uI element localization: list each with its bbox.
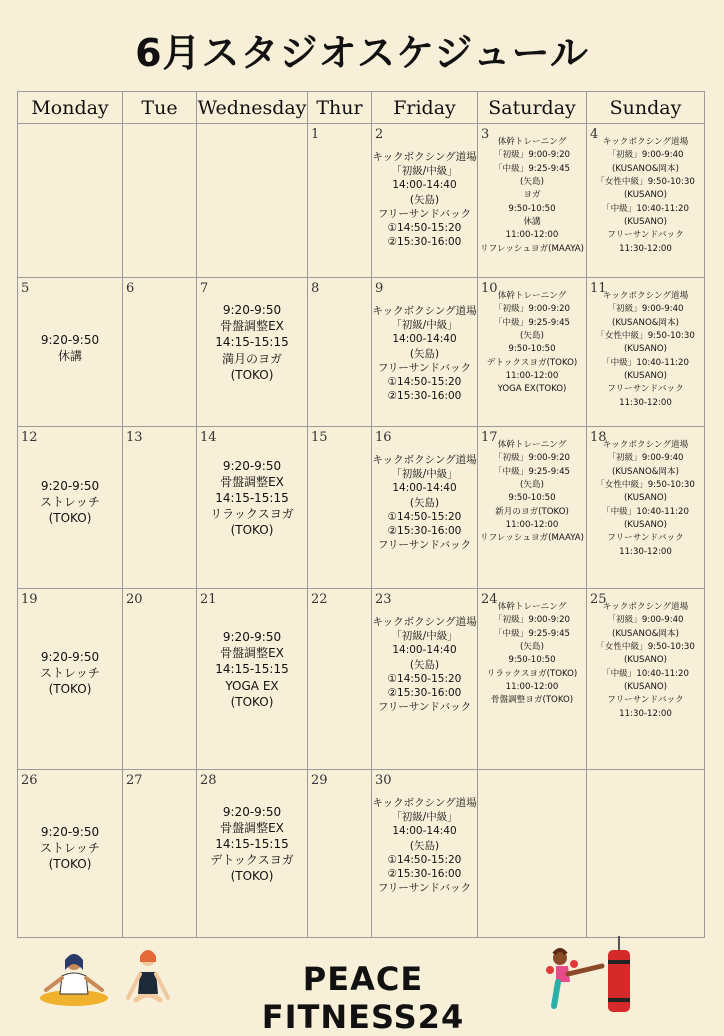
day-number: 12 bbox=[21, 430, 38, 445]
schedule-line: ストレッチ bbox=[40, 494, 100, 509]
schedule-line: (KUSANO&岡本) bbox=[612, 466, 679, 477]
day-cell bbox=[197, 124, 308, 278]
schedule-line: 「女性中級」9:50-10:30 bbox=[596, 641, 695, 652]
schedule-line: 「中級」10:40-11:20 bbox=[601, 357, 689, 368]
schedule-line: 9:50-10:50 bbox=[508, 493, 556, 504]
schedule-line: (KUSANO) bbox=[623, 493, 668, 504]
brand-name: PEACE FITNESS24 bbox=[261, 960, 465, 1036]
day-cell bbox=[587, 427, 705, 589]
day-cell bbox=[18, 589, 123, 770]
schedule-line: (矢島) bbox=[409, 496, 440, 509]
day-cell bbox=[308, 427, 372, 589]
day-number: 28 bbox=[200, 773, 217, 788]
schedule-line: ストレッチ bbox=[40, 840, 100, 855]
schedule-line: 体幹トレーニング bbox=[497, 291, 567, 301]
day-number: 4 bbox=[590, 127, 599, 142]
schedule-line: YOGA EX bbox=[225, 678, 279, 693]
day-cell bbox=[478, 589, 587, 770]
schedule-line: (矢島) bbox=[520, 330, 544, 341]
schedule-line: ②15:30-16:00 bbox=[387, 686, 462, 699]
stretching-woman-illustration bbox=[118, 940, 178, 1010]
day-number: 13 bbox=[126, 430, 143, 445]
day-number: 24 bbox=[481, 592, 498, 607]
weekday-header: Wednesday bbox=[197, 92, 308, 124]
schedule-line: 体幹トレーニング bbox=[497, 440, 567, 450]
schedule-line: (TOKO) bbox=[48, 856, 92, 871]
punching-bag-illustration bbox=[604, 936, 634, 1016]
day-number: 18 bbox=[590, 430, 607, 445]
day-number: 16 bbox=[375, 430, 392, 445]
schedule-line: 11:00-12:00 bbox=[505, 519, 559, 530]
schedule-line: デトックスヨガ(TOKO) bbox=[486, 357, 578, 368]
schedule-line: ②15:30-16:00 bbox=[387, 390, 462, 403]
schedule-line: キックボクシング道場 bbox=[372, 454, 477, 466]
schedule-line: 「初級」9:00-9:40 bbox=[607, 150, 684, 161]
schedule-line: 11:30-12:00 bbox=[619, 546, 672, 557]
class-schedule bbox=[587, 427, 704, 559]
yoga-woman-illustration bbox=[34, 940, 114, 1010]
schedule-line: 11:30-12:00 bbox=[619, 243, 672, 254]
schedule-line: 「中級」10:40-11:20 bbox=[601, 203, 689, 214]
schedule-line: ①14:50-15:20 bbox=[387, 221, 462, 234]
day-number: 23 bbox=[375, 592, 392, 607]
day-number: 27 bbox=[126, 773, 143, 788]
class-schedule bbox=[587, 278, 704, 410]
day-number: 22 bbox=[311, 592, 328, 607]
day-number: 9 bbox=[375, 281, 384, 296]
schedule-line: 休講 bbox=[57, 349, 82, 364]
day-cell bbox=[478, 124, 587, 278]
schedule-line: 「中級」10:40-11:20 bbox=[601, 668, 689, 679]
schedule-line: 9:20-9:50 bbox=[40, 333, 100, 347]
schedule-line: 14:00-14:40 bbox=[392, 179, 457, 192]
weekday-header: Monday bbox=[18, 92, 123, 124]
schedule-line: 14:00-14:40 bbox=[392, 644, 457, 657]
schedule-line: (KUSANO&岡本) bbox=[612, 163, 679, 174]
class-schedule bbox=[372, 278, 477, 403]
day-number: 7 bbox=[200, 281, 209, 296]
day-cell bbox=[372, 124, 478, 278]
class-schedule bbox=[372, 770, 477, 895]
schedule-line: キックボクシング道場 bbox=[602, 602, 689, 612]
schedule-line: ストレッチ bbox=[40, 666, 100, 681]
schedule-line: 骨盤調整EX bbox=[220, 646, 284, 661]
schedule-line: キックボクシング道場 bbox=[602, 291, 689, 301]
day-number: 21 bbox=[200, 592, 217, 607]
schedule-line: 11:00-12:00 bbox=[505, 370, 559, 381]
schedule-line: デトックスヨガ bbox=[210, 853, 294, 868]
schedule-line: キックボクシング道場 bbox=[372, 151, 477, 163]
schedule-line: 「中級」9:25-9:45 bbox=[493, 628, 571, 639]
schedule-line: (矢島) bbox=[409, 193, 440, 206]
class-schedule bbox=[197, 589, 307, 710]
schedule-line: キックボクシング道場 bbox=[372, 616, 477, 628]
day-cell bbox=[123, 770, 197, 938]
day-number: 30 bbox=[375, 773, 392, 788]
schedule-line: キックボクシング道場 bbox=[372, 797, 477, 809]
schedule-line: ①14:50-15:20 bbox=[387, 510, 462, 523]
schedule-line: 9:20-9:50 bbox=[222, 804, 282, 819]
schedule-line: 9:20-9:50 bbox=[222, 630, 282, 644]
day-cell bbox=[478, 427, 587, 589]
schedule-line: キックボクシング道場 bbox=[372, 305, 477, 317]
schedule-line: (矢島) bbox=[409, 658, 440, 671]
day-cell bbox=[123, 427, 197, 589]
day-number: 19 bbox=[21, 592, 38, 607]
weekday-header-row bbox=[18, 92, 705, 124]
schedule-line: (KUSANO) bbox=[623, 344, 668, 355]
schedule-line: 「初級/中級」 bbox=[391, 165, 458, 178]
schedule-line: リフレッシュヨガ(MAAYA) bbox=[479, 533, 585, 544]
schedule-line: フリーサンドバック bbox=[607, 230, 684, 241]
class-schedule bbox=[587, 589, 704, 721]
schedule-line: フリーサンドバック bbox=[377, 207, 472, 220]
schedule-line: 「初級」9:00-9:20 bbox=[493, 615, 571, 626]
day-cell bbox=[18, 770, 123, 938]
schedule-line: 14:00-14:40 bbox=[392, 482, 457, 495]
schedule-line: 「中級」9:25-9:45 bbox=[493, 317, 571, 328]
schedule-line: (矢島) bbox=[409, 839, 440, 852]
weekday-header: Thur bbox=[308, 92, 372, 124]
schedule-line: YOGA EX(TOKO) bbox=[497, 384, 567, 395]
schedule-line: 「初級/中級」 bbox=[391, 811, 458, 824]
schedule-line: 11:30-12:00 bbox=[619, 397, 672, 408]
schedule-line: 休講 bbox=[523, 216, 541, 227]
schedule-line: (KUSANO) bbox=[623, 655, 668, 666]
day-number: 6 bbox=[126, 281, 135, 296]
schedule-line: (TOKO) bbox=[48, 682, 92, 697]
schedule-line: 「初級」9:00-9:40 bbox=[607, 304, 684, 315]
schedule-line: (KUSANO) bbox=[623, 519, 668, 530]
day-number: 11 bbox=[590, 281, 607, 296]
day-cell bbox=[308, 589, 372, 770]
schedule-line: 新月のヨガ(TOKO) bbox=[495, 506, 569, 517]
day-cell bbox=[197, 770, 308, 938]
day-cell bbox=[123, 278, 197, 427]
schedule-line: 「初級」9:00-9:20 bbox=[493, 453, 571, 464]
schedule-line: 骨盤調整EX bbox=[220, 474, 284, 489]
schedule-line: (KUSANO&岡本) bbox=[612, 317, 679, 328]
schedule-line: 「初級」9:00-9:20 bbox=[493, 150, 571, 161]
schedule-line: (矢島) bbox=[520, 176, 544, 187]
day-cell bbox=[372, 770, 478, 938]
day-cell bbox=[478, 770, 587, 938]
week-row bbox=[18, 427, 705, 589]
week-row bbox=[18, 124, 705, 278]
schedule-line: (TOKO) bbox=[48, 510, 92, 525]
schedule-line: フリーサンドバック bbox=[377, 701, 472, 714]
day-number: 3 bbox=[481, 127, 490, 142]
schedule-line: キックボクシング道場 bbox=[602, 440, 689, 450]
weekday-header: Sunday bbox=[587, 92, 705, 124]
schedule-line: リフレッシュヨガ(MAAYA) bbox=[479, 243, 585, 254]
schedule-line: (矢島) bbox=[520, 479, 544, 490]
day-cell bbox=[197, 278, 308, 427]
class-schedule bbox=[18, 278, 122, 364]
schedule-line: フリーサンドバック bbox=[607, 695, 684, 706]
day-cell bbox=[587, 278, 705, 427]
day-cell bbox=[372, 427, 478, 589]
day-cell bbox=[587, 770, 705, 938]
schedule-line: 9:20-9:50 bbox=[40, 824, 100, 839]
schedule-line: ①14:50-15:20 bbox=[387, 672, 462, 685]
schedule-line: 9:50-10:50 bbox=[508, 203, 556, 214]
schedule-line: (TOKO) bbox=[230, 869, 274, 884]
schedule-line: (TOKO) bbox=[230, 694, 274, 709]
schedule-line: 9:20-9:50 bbox=[40, 650, 100, 664]
schedule-line: 11:00-12:00 bbox=[505, 230, 559, 241]
schedule-line: ②15:30-16:00 bbox=[387, 524, 462, 537]
schedule-line: 9:20-9:50 bbox=[222, 303, 282, 317]
schedule-line: ①14:50-15:20 bbox=[387, 375, 462, 388]
schedule-line: 9:50-10:50 bbox=[508, 655, 556, 666]
schedule-line: (TOKO) bbox=[230, 523, 274, 538]
day-cell bbox=[587, 589, 705, 770]
schedule-line: 14:15-15:15 bbox=[215, 490, 289, 505]
day-number: 10 bbox=[481, 281, 498, 296]
schedule-line: (KUSANO) bbox=[623, 216, 668, 227]
kickboxer-illustration bbox=[540, 944, 608, 1014]
schedule-line: 「初級」9:00-9:40 bbox=[607, 615, 684, 626]
schedule-line: 「中級」10:40-11:20 bbox=[601, 506, 689, 517]
schedule-line: 11:30-12:00 bbox=[619, 708, 672, 719]
schedule-line: 満月のヨガ bbox=[221, 351, 282, 366]
schedule-line: 「中級」9:25-9:45 bbox=[493, 163, 571, 174]
schedule-line: 「初級」9:00-9:20 bbox=[493, 304, 571, 315]
schedule-line: (TOKO) bbox=[230, 367, 274, 382]
day-number: 26 bbox=[21, 773, 38, 788]
weekday-header: Tue bbox=[123, 92, 197, 124]
class-schedule bbox=[372, 589, 477, 714]
day-cell bbox=[18, 427, 123, 589]
week-row bbox=[18, 589, 705, 770]
schedule-line: 9:20-9:50 bbox=[222, 458, 282, 473]
schedule-line: (KUSANO) bbox=[623, 681, 668, 692]
day-cell bbox=[308, 124, 372, 278]
schedule-line: 「初級」9:00-9:40 bbox=[607, 453, 684, 464]
schedule-line: 「初級/中級」 bbox=[391, 319, 458, 332]
day-number: 5 bbox=[21, 281, 30, 296]
schedule-line: 「初級/中級」 bbox=[391, 468, 458, 481]
class-schedule bbox=[587, 124, 704, 256]
schedule-line: (KUSANO) bbox=[623, 370, 668, 381]
day-cell bbox=[308, 770, 372, 938]
day-cell bbox=[197, 589, 308, 770]
schedule-line: ヨガ bbox=[523, 190, 541, 201]
schedule-line: 11:00-12:00 bbox=[505, 681, 559, 692]
day-number: 15 bbox=[311, 430, 328, 445]
day-cell bbox=[123, 124, 197, 278]
schedule-calendar bbox=[17, 91, 705, 938]
day-number: 17 bbox=[481, 430, 498, 445]
schedule-line: 14:00-14:40 bbox=[392, 333, 457, 346]
schedule-line: (矢島) bbox=[409, 347, 440, 360]
schedule-line: ②15:30-16:00 bbox=[387, 867, 462, 880]
schedule-line: フリーサンドバック bbox=[377, 882, 472, 895]
schedule-line: フリーサンドバック bbox=[377, 539, 472, 552]
day-cell bbox=[123, 589, 197, 770]
schedule-line: キックボクシング道場 bbox=[602, 137, 689, 147]
schedule-line: フリーサンドバック bbox=[607, 533, 684, 544]
schedule-line: 14:00-14:40 bbox=[392, 825, 457, 838]
schedule-line: 「初級/中級」 bbox=[391, 630, 458, 643]
schedule-line: 「女性中級」9:50-10:30 bbox=[596, 479, 695, 490]
week-row bbox=[18, 770, 705, 938]
day-cell bbox=[372, 589, 478, 770]
day-cell bbox=[18, 278, 123, 427]
schedule-line: (KUSANO) bbox=[623, 190, 668, 201]
schedule-line: 体幹トレーニング bbox=[497, 602, 567, 612]
schedule-line: 14:15-15:15 bbox=[215, 335, 289, 350]
weekday-header: Friday bbox=[372, 92, 478, 124]
day-number: 8 bbox=[311, 281, 320, 296]
class-schedule bbox=[372, 124, 477, 249]
schedule-line: 14:15-15:15 bbox=[215, 836, 289, 851]
day-number: 20 bbox=[126, 592, 143, 607]
schedule-line: 「女性中級」9:50-10:30 bbox=[596, 176, 695, 187]
schedule-line: (矢島) bbox=[520, 641, 544, 652]
schedule-line: 体幹トレーニング bbox=[497, 137, 567, 147]
day-cell bbox=[587, 124, 705, 278]
day-number: 2 bbox=[375, 127, 384, 142]
day-number: 29 bbox=[311, 773, 328, 788]
weekday-header: Saturday bbox=[478, 92, 587, 124]
schedule-line: 9:20-9:50 bbox=[40, 478, 100, 493]
schedule-line: 骨盤調整ヨガ(TOKO) bbox=[490, 695, 574, 706]
day-cell bbox=[478, 278, 587, 427]
schedule-line: (KUSANO&岡本) bbox=[612, 628, 679, 639]
schedule-line: フリーサンドバック bbox=[377, 361, 472, 374]
day-cell bbox=[197, 427, 308, 589]
schedule-line: 9:50-10:50 bbox=[508, 344, 556, 355]
day-cell bbox=[372, 278, 478, 427]
schedule-line: 骨盤調整EX bbox=[220, 820, 284, 835]
day-number: 14 bbox=[200, 430, 217, 445]
class-schedule bbox=[197, 278, 307, 383]
day-number: 25 bbox=[590, 592, 607, 607]
day-cell bbox=[308, 278, 372, 427]
page-title: 6月スタジオスケジュール bbox=[135, 31, 589, 75]
schedule-line: 「中級」9:25-9:45 bbox=[493, 466, 571, 477]
class-schedule bbox=[478, 124, 586, 256]
week-row bbox=[18, 278, 705, 427]
schedule-line: リラックスヨガ bbox=[210, 507, 294, 522]
class-schedule bbox=[372, 427, 477, 552]
schedule-line: ②15:30-16:00 bbox=[387, 236, 462, 249]
schedule-line: リラックスヨガ(TOKO) bbox=[486, 668, 578, 679]
schedule-line: 「女性中級」9:50-10:30 bbox=[596, 330, 695, 341]
schedule-line: ①14:50-15:20 bbox=[387, 853, 462, 866]
schedule-line: フリーサンドバック bbox=[607, 384, 684, 395]
schedule-line: 骨盤調整EX bbox=[220, 319, 284, 334]
schedule-line: 14:15-15:15 bbox=[215, 662, 289, 677]
day-number: 1 bbox=[311, 127, 320, 142]
day-cell bbox=[18, 124, 123, 278]
